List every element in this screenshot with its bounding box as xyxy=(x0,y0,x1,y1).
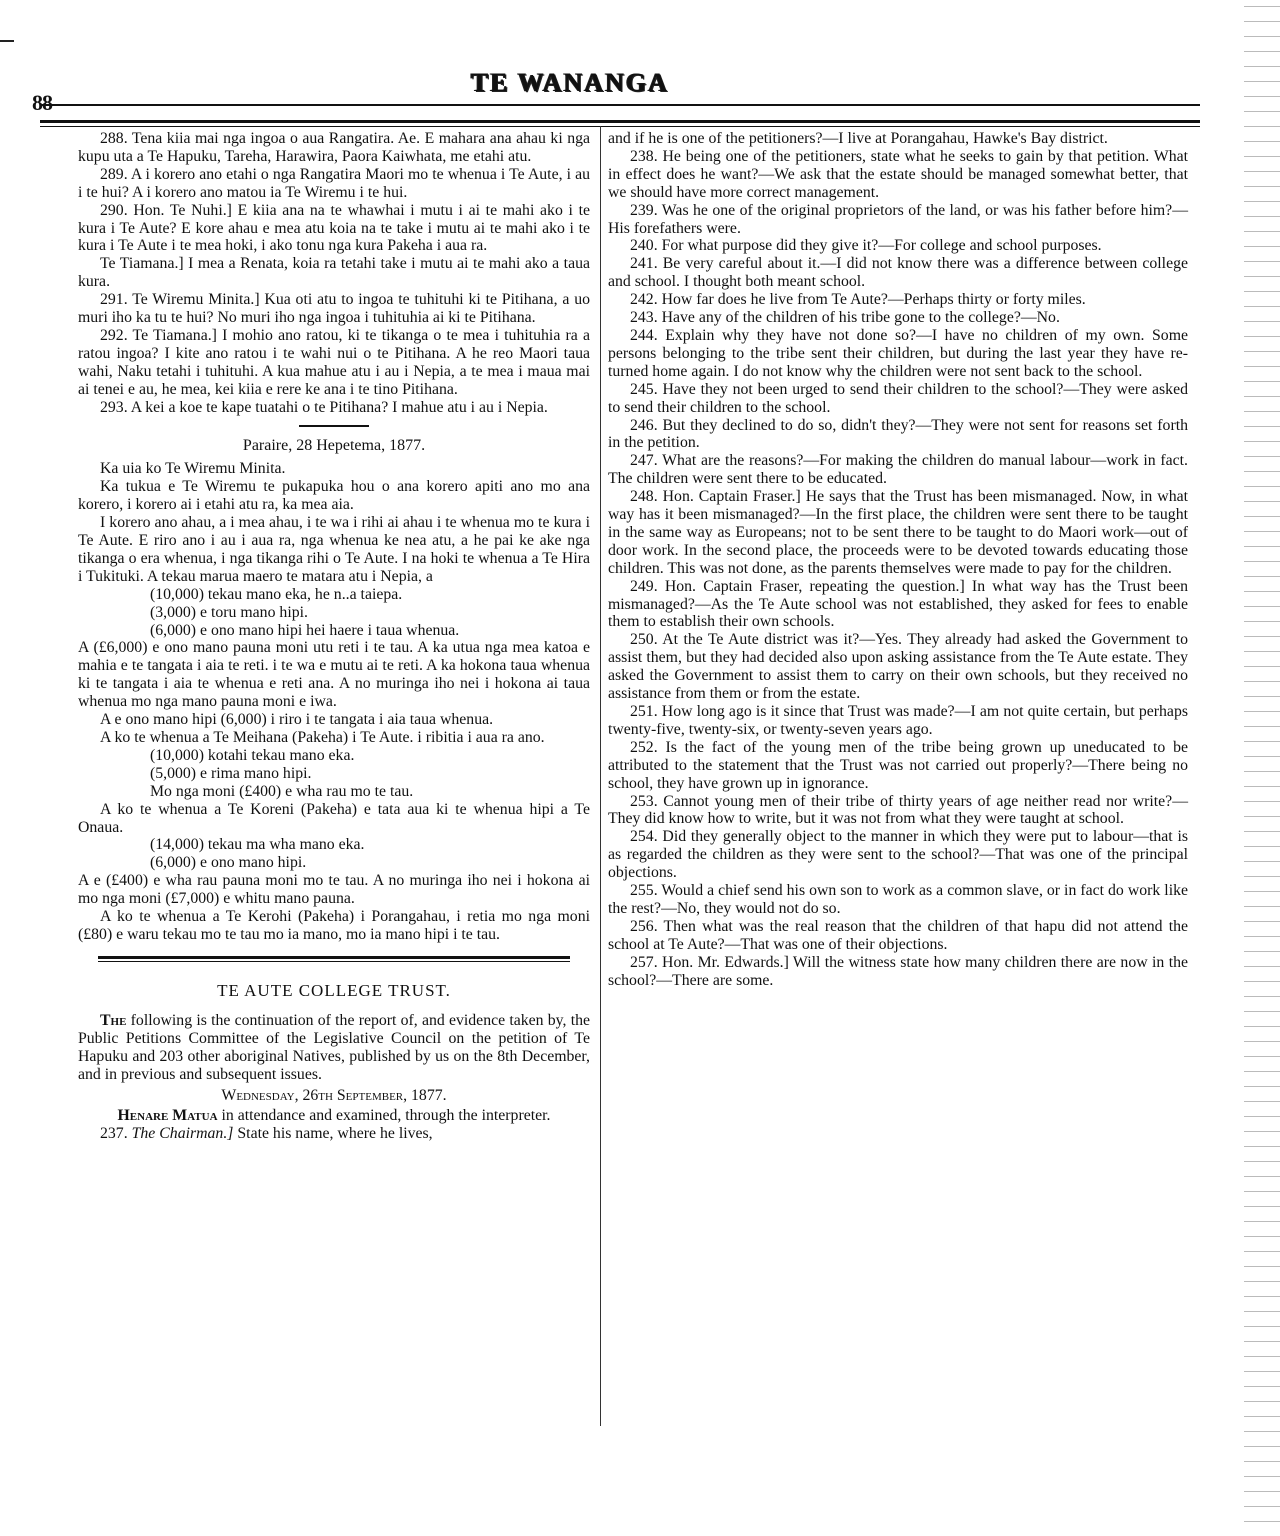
masthead-rule-top xyxy=(40,104,1200,106)
paragraph-249: 249. Hon. Captain Fraser, repeating the question.] In what way has the Trust been mismanaged?—As the Te Aute school was not established, they asked for fees to enable them to establish their own schools. xyxy=(608,577,1188,631)
witness-text: in attendance and examined, through the interpreter. xyxy=(221,1107,551,1125)
scan-mark xyxy=(0,40,14,42)
paragraph-248: 248. Hon. Captain Fraser.] He says that the Trust has been mismanaged. Now, in what way has it been mismanaged?—In the first place, the children were sent there to be taught in the same way as Europeans; not to be sent there to be taught to do Maori work—out of door work. In the second place, the proceeds were to be devoted towards educating those children. This was not done, as the parents themselves were made to pay for the children. xyxy=(608,488,1188,577)
list-item: (6,000) e ono mano hipi. xyxy=(150,854,307,872)
paragraph-243: 243. Have any of the children of his tribe gone to the college?—No. xyxy=(630,309,1060,327)
list-item: (3,000) e toru mano hipi. xyxy=(150,603,308,621)
paragraph-254: 254. Did they generally object to the manner in which they were put to labour—that is as regarded the children as they were sent to the school?—That was one of the principal objections. xyxy=(608,828,1188,882)
paragraph-237-cont: and if he is one of the petitioners?—I live at Porangahau, Hawke's Bay district. xyxy=(608,130,1108,147)
list-item: Mo nga moni (£400) e wha rau mo te tau. xyxy=(150,782,414,800)
list-item: (10,000) tekau mano eka, he n..a taiepa. xyxy=(150,585,403,603)
paragraph-241: 241. Be very careful about it.—I did not know there was a difference between college and school. I thought both meant school. xyxy=(608,255,1188,291)
paragraph-257: 257. Hon. Mr. Edwards.] Will the witness state how many children there are now in the school?—There are some. xyxy=(608,953,1188,989)
paragraph-292: 292. Te Tiamana.] I mohio ano ratou, ki te tikanga o te mea i tuhituhia ra a ratou ingoa? I kite ano ratou i te wahi nui o te Pitihana. A he reo Maori taua wahi, Naku tetahi i tuhituhi. A kua mahue atu i au i Nepia, a te mea i maua mai ai tenei e au, he mea, kei kiia e rere ke ana i te tino Pitihana. xyxy=(78,326,590,398)
question-text: State his name, where he lives, xyxy=(237,1125,433,1143)
list-item: (5,000) e rima mano hipi. xyxy=(150,764,312,782)
question-number: 237. xyxy=(100,1125,128,1143)
right-column xyxy=(608,130,1188,990)
paragraph-247: 247. What are the reasons?—For making the children do manual labour—work in fact. The children were sent there to be educated. xyxy=(608,452,1188,488)
dateline-rule xyxy=(299,425,369,427)
paragraph-pauna: A (£6,000) e ono mano pauna moni utu reti i te tau. A ka utua nga mea katoa e mahia e te tangata i aia te reti. i te wa e mutu ai te reti. A ka hokona taua whenua ki te tangata i aia te whenua e reti ana. A no muringa iho nei i hokona ai taua whenua mo nga mano pauna moni e iwa. xyxy=(78,639,590,711)
section-title: TE AUTE COLLEGE TRUST. xyxy=(217,980,451,1000)
paragraph-uia: Ka uia ko Te Wiremu Minita. xyxy=(100,460,286,478)
dateline: Paraire, 28 Hepetema, 1877. xyxy=(242,436,426,454)
column-divider xyxy=(600,126,601,1426)
paragraph-tukua: Ka tukua e Te Wiremu te pukapuka hou o ana korero apiti ano mo ana korero, i korero ai i etahi atu ra, ka mea aia. xyxy=(78,478,590,514)
paragraph-wha-rau: A e (£400) e wha rau pauna moni mo te tau. A no muringa iho nei i hokona ai mo nga moni (£7,000) e whitu mano pauna. xyxy=(78,872,590,908)
paragraph-hipi: A e ono mano hipi (6,000) i riro i te tangata i aia taua whenua. xyxy=(100,711,494,729)
section-rule xyxy=(98,956,570,962)
paragraph-240: 240. For what purpose did they give it?—For college and school purposes. xyxy=(630,237,1102,255)
paragraph-245: 245. Have they not been urged to send their children to the school?—They were asked to send their children to the school. xyxy=(608,380,1188,416)
paragraph-250: 250. At the Te Aute district was it?—Yes. They already had asked the Government to assist them, but they had decided also upon asking assistance from the Te Aute estate. They asked the Government to assist them to carry on their own schools, but they received no assistance from them or from the estate. xyxy=(608,631,1188,703)
list-item: (6,000) e ono mano hipi hei haere i taua whenua. xyxy=(150,621,460,639)
paragraph-288: 288. Tena kiia mai nga ingoa o aua Rangatira. Ae. E mahara ana ahau ki nga kupu uta a Te Hapuku, Tareha, Harawira, Paora Kaiwhata, me etahi atu. xyxy=(78,130,590,165)
paragraph-korero: I korero ano ahau, a i mea ahau, i te wa i rihi ai ahau i te whenua mo te kura i Te Aute. E riro ano i au i aua ra, nga whenua ke nea atu, a he pai ke ake nga tikanga o era whenua, i nga tikanga rihi o Te Aute. I na hoki te whenua a Te Hira i Tukituki. A tekau marua maero te matara atu i Nepia, a xyxy=(78,514,590,585)
paragraph-meihana: A ko te whenua a Te Meihana (Pakeha) i Te Aute. i ribitia i aua ra ano. xyxy=(100,729,545,746)
intro-text: following is the continuation of the report of, and evidence taken by, the Public Petitions Committee of the Legislative Council on the petition of Te Hapuku and 203 other aboriginal Natives, published by us on the 8th December, and in previous and subsequent issues. xyxy=(78,1011,591,1083)
paragraph-kerohi: A ko te whenua a Te Kerohi (Pakeha) i Porangahau, i retia mo nga moni (£80) e waru tekau mo te tau mo ia mano, mo ia mano hipi i te tau. xyxy=(78,908,590,943)
paragraph-tiamana: Te Tiamana.] I mea a Renata, koia ra tetahi take i mutu ai te mahi ako a taua kura. xyxy=(78,255,590,291)
masthead-title: TE WANANGA xyxy=(471,68,669,97)
paragraph-239: 239. Was he one of the original proprietors of the land, or was his father before him?—His forefathers were. xyxy=(608,201,1188,237)
paragraph-244: 244. Explain why they have not done so?—I have no children of my own. Some persons belonging to the tribe sent their children, but during the last year they have re-turned home again. I do not know why the children were not sent back to the school. xyxy=(608,326,1188,380)
paragraph-253: 253. Cannot young men of their tribe of thirty years of age neither read nor write?—They did know how to write, but it was not from what they were taught at school. xyxy=(608,792,1188,828)
paragraph-255: 255. Would a chief send his own son to work as a common slave, or in fact do work like the rest?—No, they would not do so. xyxy=(608,882,1188,917)
page-number: 88 xyxy=(32,90,52,115)
paragraph-290: 290. Hon. Te Nuhi.] E kiia ana na te whawhai i mutu i ai te mahi ako i te kura i Te Aute? E kore ahau e mea atu koia na te take i mutu ai te mahi ako i te kura i Te Aute i te mea hoki, i ako tonu nga kura Pakeha i aua ra. xyxy=(78,201,590,255)
witness-line xyxy=(78,1107,590,1125)
paragraph-242: 242. How far does he live from Te Aute?—Perhaps thirty or forty miles. xyxy=(630,291,1086,309)
paragraph-291: 291. Te Wiremu Minita.] Kua oti atu to ingoa te tuhituhi ki te Pitihana, a uo muri iho ka tu te hui? No muri iho nga ingoa i tuhituhia ai ki te Pitihana. xyxy=(78,291,590,327)
paragraph-293: 293. A kei a koe te kape tuatahi o te Pitihana? I mahue atu i au i Nepia. xyxy=(100,398,548,416)
paragraph-238: 238. He being one of the petitioners, state what he seeks to gain by that petition. What in effect does he want?—We ask that the estate should be managed somewhat better, that we should have more correct management. xyxy=(608,147,1188,201)
list-item: (10,000) kotahi tekau mano eka. xyxy=(150,746,355,764)
list-item: (14,000) tekau ma wha mano eka. xyxy=(150,836,365,854)
paragraph-251: 251. How long ago is it since that Trust was made?—I am not quite certain, but perhaps twenty-five, twenty-six, or twenty-seven years ago. xyxy=(608,703,1188,738)
paragraph-252: 252. Is the fact of the young men of the tribe being grown up uneducated to be attributed to the statement that the Trust was not carried out properly?—There being no school, they have grown up in ignorance. xyxy=(608,738,1188,792)
paragraph-246: 246. But they declined to do so, didn't they?—They were not sent for reasons set forth in the petition. xyxy=(608,416,1188,452)
question-speaker: The Chairman.] xyxy=(131,1125,234,1143)
intro-paragraph xyxy=(78,1012,590,1084)
session-date: Wednesday, 26th September, 1877. xyxy=(221,1087,447,1105)
paragraph-koreni: A ko te whenua a Te Koreni (Pakeha) e tata aua ki te whenua hipi a Te Onaua. xyxy=(78,800,590,836)
left-column xyxy=(78,130,590,1143)
scan-edge-noise xyxy=(1244,0,1280,1536)
paragraph-289: 289. A i korero ano etahi o nga Rangatira Maori mo te whenua i Te Aute, i au i te hui? A i korero ano matou ia Te Wiremu i te hui. xyxy=(78,165,590,201)
masthead-rule xyxy=(40,120,1200,127)
paragraph-237 xyxy=(78,1125,590,1143)
intro-lead: The xyxy=(100,1011,127,1029)
paragraph-256: 256. Then what was the real reason that the children of that hapu did not attend the school at Te Aute?—That was one of their objections. xyxy=(608,917,1188,953)
witness-name: Henare Matua xyxy=(117,1107,218,1125)
